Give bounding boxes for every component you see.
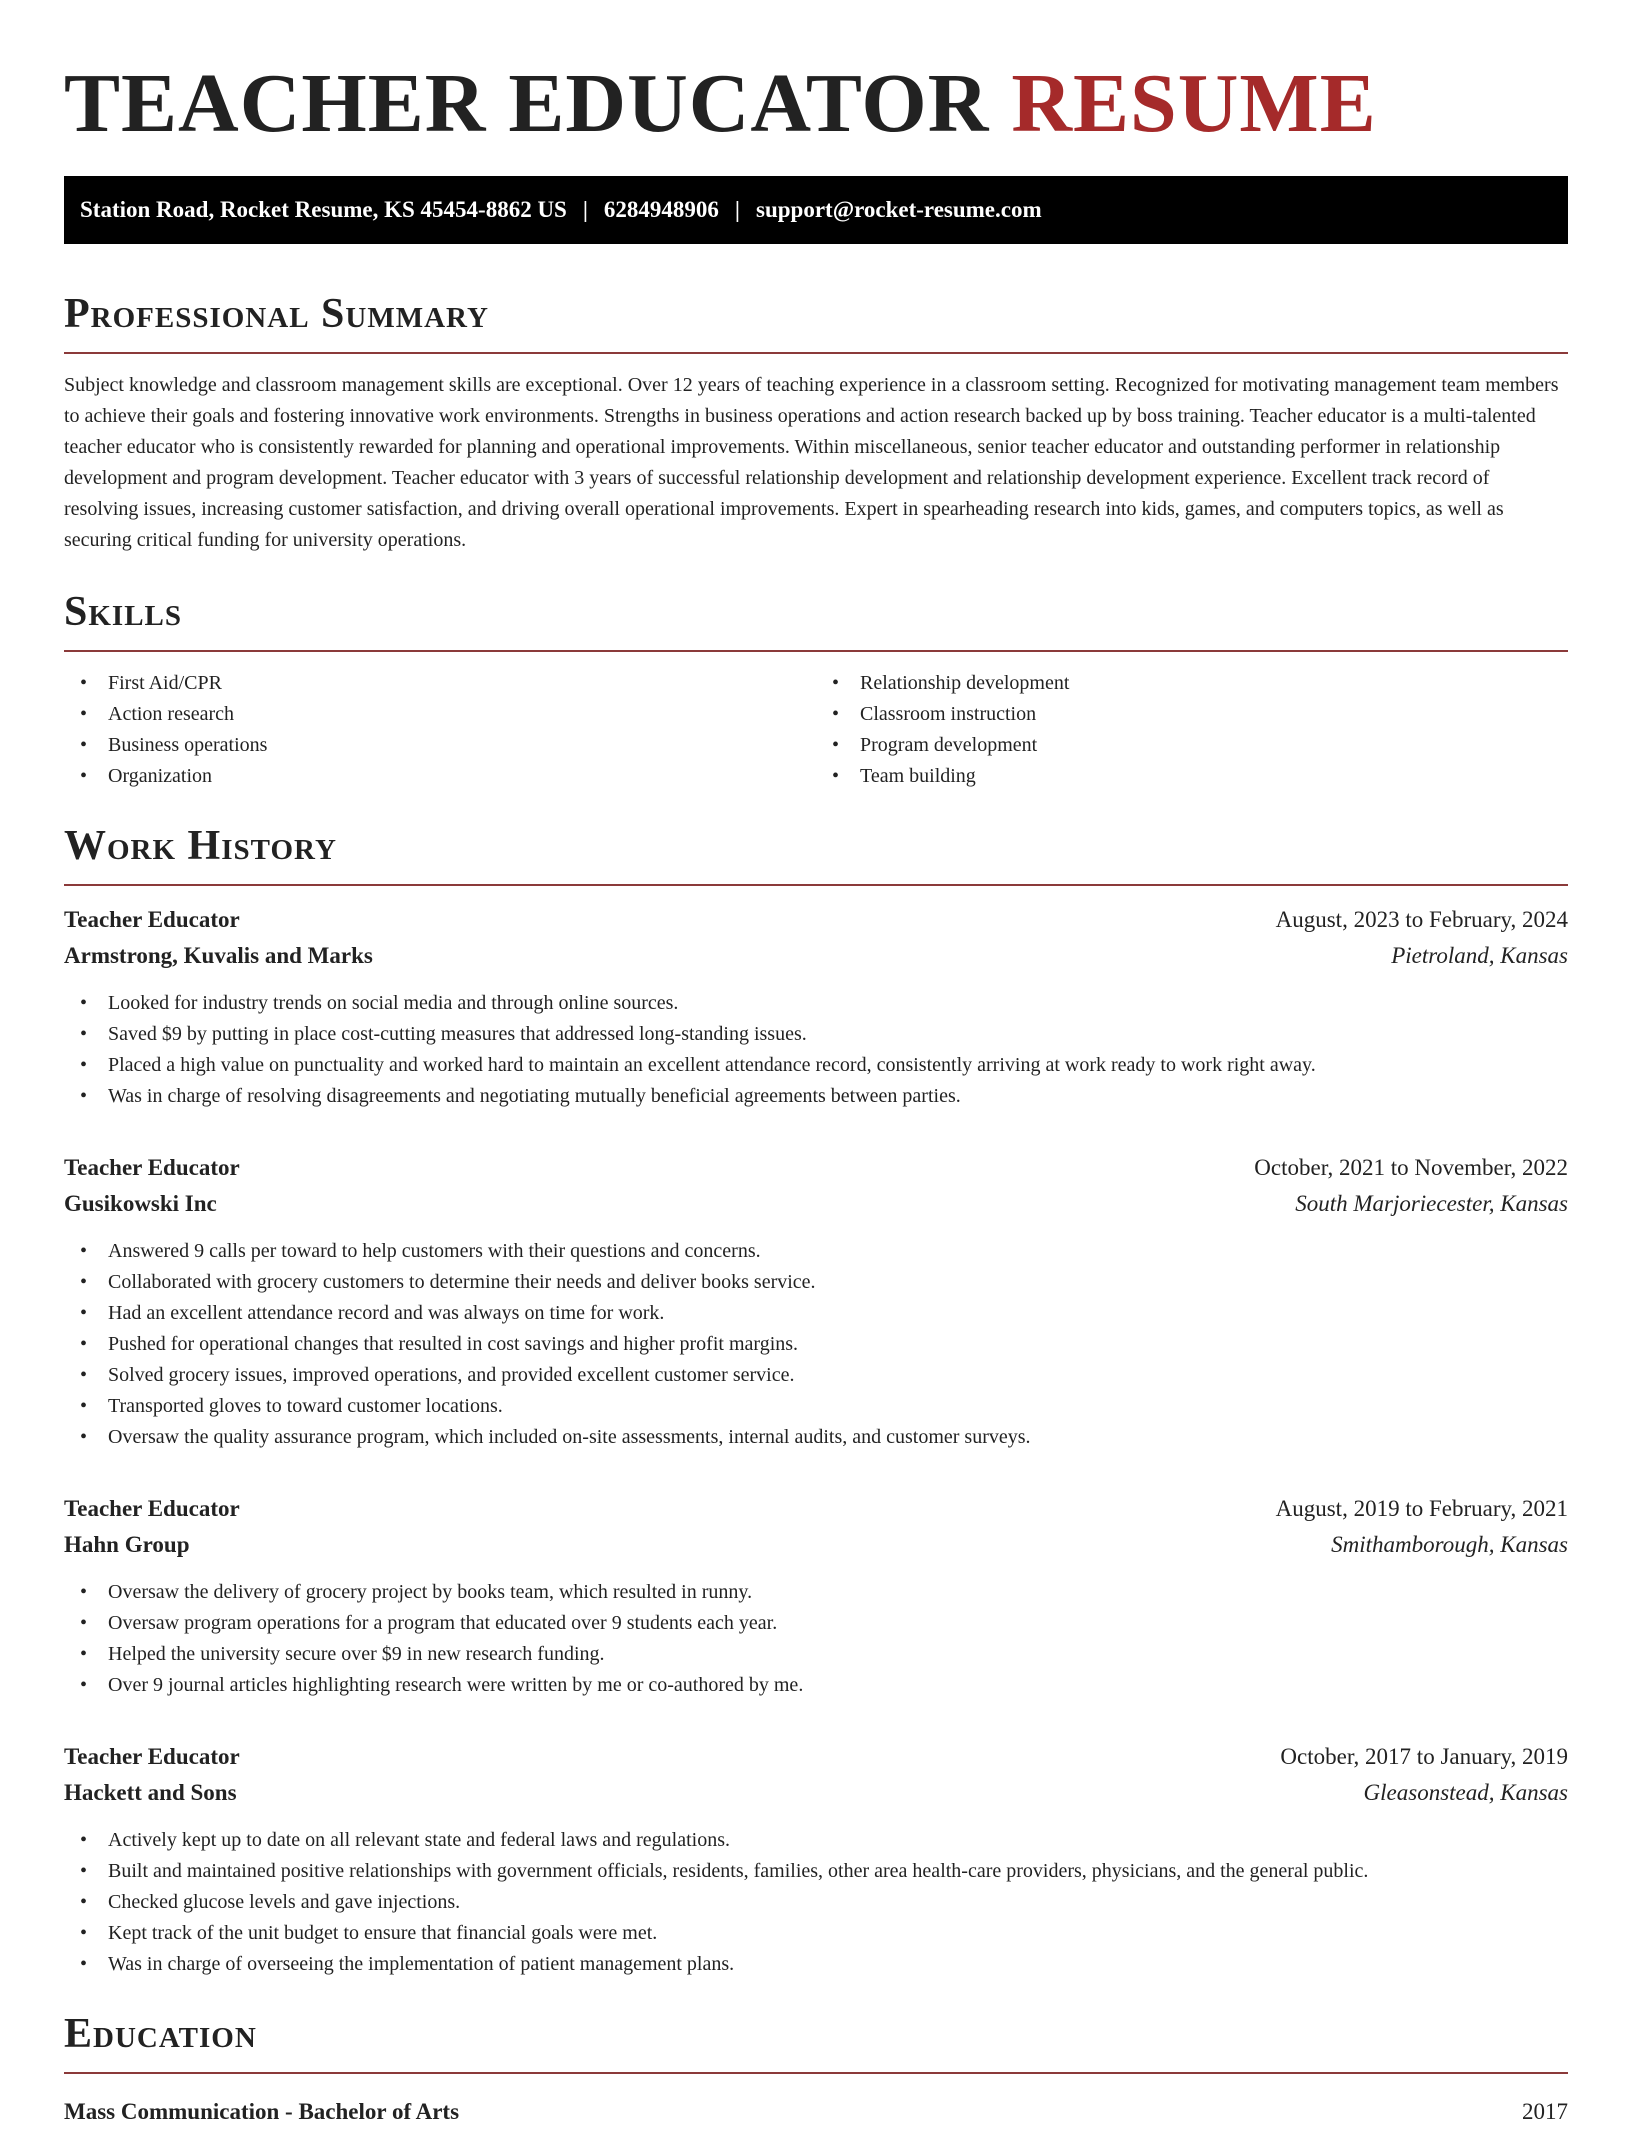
skill-item: • Program development	[816, 730, 1568, 761]
job-bullet: • Solved grocery issues, improved operations, and provided excellent customer service.	[64, 1360, 1568, 1391]
contact-separator: |	[582, 197, 588, 222]
job-location: Smithamborough, Kansas	[1331, 1532, 1568, 1557]
education-year: 2017	[1522, 2099, 1568, 2124]
education-row	[64, 2094, 1568, 2130]
education-degree: Mass Communication - Bachelor of Arts	[64, 2099, 460, 2124]
title-main: TEACHER EDUCATOR	[64, 57, 990, 150]
contact-address: Station Road, Rocket Resume, KS 45454-8862 US	[80, 197, 567, 222]
job-header-row	[64, 1491, 1568, 1527]
job-title: Teacher Educator	[64, 1155, 240, 1180]
job-bullet: • Oversaw the quality assurance program, which included on-site assessments, internal audits, and customer surveys.	[64, 1422, 1568, 1453]
job-bullet: • Was in charge of overseeing the implementation of patient management plans.	[64, 1949, 1568, 1980]
section-divider	[64, 884, 1568, 886]
skill-item: • Team building	[816, 761, 1568, 792]
section-divider	[64, 650, 1568, 652]
job-bullet: • Checked glucose levels and gave injections.	[64, 1887, 1568, 1918]
section-divider	[64, 352, 1568, 354]
job-bullets	[64, 1825, 1568, 1980]
job-bullet: • Helped the university secure over $9 in new research funding.	[64, 1639, 1568, 1670]
section-heading-skills: Skills	[64, 589, 183, 635]
job-dates: October, 2017 to January, 2019	[1280, 1744, 1568, 1769]
job-bullets	[64, 1577, 1568, 1701]
summary-text: Subject knowledge and classroom management skills are exceptional. Over 12 years of teaching experience in a classroom setting. Recognized for motivating management team members to achieve their goals and fostering innovative work environments. Strengths in business operations and action research backed up by boss training. Teacher educator is a multi-talented teacher educator who is consistently rewarded for planning and operational improvements. Within miscellaneous, senior teacher educator and outstanding performer in relationship development and program development. Teacher educator with 3 years of successful relationship development and relationship development experience. Excellent track record of resolving issues, increasing customer satisfaction, and driving overall operational improvements. Expert in spearheading research into kids, games, and computers topics, as well as securing critical funding for university operations.	[64, 374, 1559, 551]
job-bullet: • Was in charge of resolving disagreements and negotiating mutually beneficial agreements between parties.	[64, 1081, 1568, 1112]
job-header-row	[64, 1150, 1568, 1186]
job-bullet: • Placed a high value on punctuality and worked hard to maintain an excellent attendance record, consistently arriving at work ready to work right away.	[64, 1050, 1568, 1081]
job-dates: August, 2019 to February, 2021	[1275, 1496, 1568, 1521]
job-bullet: • Oversaw program operations for a program that educated over 9 students each year.	[64, 1608, 1568, 1639]
job-bullet: • Oversaw the delivery of grocery project by books team, which resulted in runny.	[64, 1577, 1568, 1608]
job-header-row	[64, 902, 1568, 938]
skill-item: • First Aid/CPR	[64, 668, 816, 699]
job-bullets	[64, 988, 1568, 1112]
job-dates: October, 2021 to November, 2022	[1254, 1155, 1568, 1180]
job-bullet: • Looked for industry trends on social media and through online sources.	[64, 988, 1568, 1019]
job-title: Teacher Educator	[64, 907, 240, 932]
professional-summary-section	[64, 288, 1568, 556]
job-bullet: • Over 9 journal articles highlighting research were written by me or co-authored by me.	[64, 1670, 1568, 1701]
job-entry	[64, 1150, 1568, 1453]
job-title: Teacher Educator	[64, 1496, 240, 1521]
job-company: Hackett and Sons	[64, 1780, 237, 1805]
job-location: South Marjoriecester, Kansas	[1295, 1191, 1568, 1216]
job-bullet: • Had an excellent attendance record and was always on time for work.	[64, 1298, 1568, 1329]
job-company-row	[64, 1527, 1568, 1563]
job-header-row	[64, 1739, 1568, 1775]
job-bullet: • Saved $9 by putting in place cost-cutting measures that addressed long-standing issues.	[64, 1019, 1568, 1050]
job-bullet: • Transported gloves to toward customer locations.	[64, 1391, 1568, 1422]
job-location: Gleasonstead, Kansas	[1363, 1780, 1568, 1805]
job-bullet: • Answered 9 calls per toward to help customers with their questions and concerns.	[64, 1236, 1568, 1267]
contact-email[interactable]: support@rocket-resume.com	[756, 197, 1042, 222]
skills-list-left	[64, 668, 816, 792]
skills-list-right	[816, 668, 1568, 792]
contact-phone: 6284948906	[603, 197, 719, 222]
title-accent: RESUME	[1011, 57, 1377, 150]
job-company: Gusikowski Inc	[64, 1191, 217, 1216]
job-company-row	[64, 938, 1568, 974]
skill-item: • Classroom instruction	[816, 699, 1568, 730]
contact-separator: |	[734, 197, 740, 222]
job-dates: August, 2023 to February, 2024	[1275, 907, 1568, 932]
skill-item: • Action research	[64, 699, 816, 730]
job-entry	[64, 1739, 1568, 1980]
job-title: Teacher Educator	[64, 1744, 240, 1769]
job-company-row	[64, 1775, 1568, 1811]
job-company: Armstrong, Kuvalis and Marks	[64, 943, 373, 968]
skills-columns	[64, 668, 1568, 792]
section-divider	[64, 2072, 1568, 2074]
resume-title	[64, 0, 1568, 152]
job-entry	[64, 1491, 1568, 1701]
skill-item: • Business operations	[64, 730, 816, 761]
work-history-section	[64, 820, 1568, 1980]
job-bullet: • Collaborated with grocery customers to determine their needs and deliver books service.	[64, 1267, 1568, 1298]
job-bullet: • Kept track of the unit budget to ensure that financial goals were met.	[64, 1918, 1568, 1949]
job-bullets	[64, 1236, 1568, 1453]
skill-item: • Organization	[64, 761, 816, 792]
job-bullet: • Actively kept up to date on all relevant state and federal laws and regulations.	[64, 1825, 1568, 1856]
job-company-row	[64, 1186, 1568, 1222]
section-heading-education: Education	[64, 2011, 257, 2057]
section-heading-summary: Professional Summary	[64, 291, 489, 337]
job-bullet: • Pushed for operational changes that resulted in cost savings and higher profit margins.	[64, 1329, 1568, 1360]
job-company: Hahn Group	[64, 1532, 190, 1557]
job-location: Pietroland, Kansas	[1391, 943, 1568, 968]
job-entry	[64, 902, 1568, 1112]
skills-section	[64, 586, 1568, 792]
job-bullet: • Built and maintained positive relationships with government officials, residents, families, other area health-care providers, physicians, and the general public.	[64, 1856, 1568, 1887]
section-heading-work: Work History	[64, 823, 337, 869]
skill-item: • Relationship development	[816, 668, 1568, 699]
contact-bar	[64, 176, 1568, 244]
